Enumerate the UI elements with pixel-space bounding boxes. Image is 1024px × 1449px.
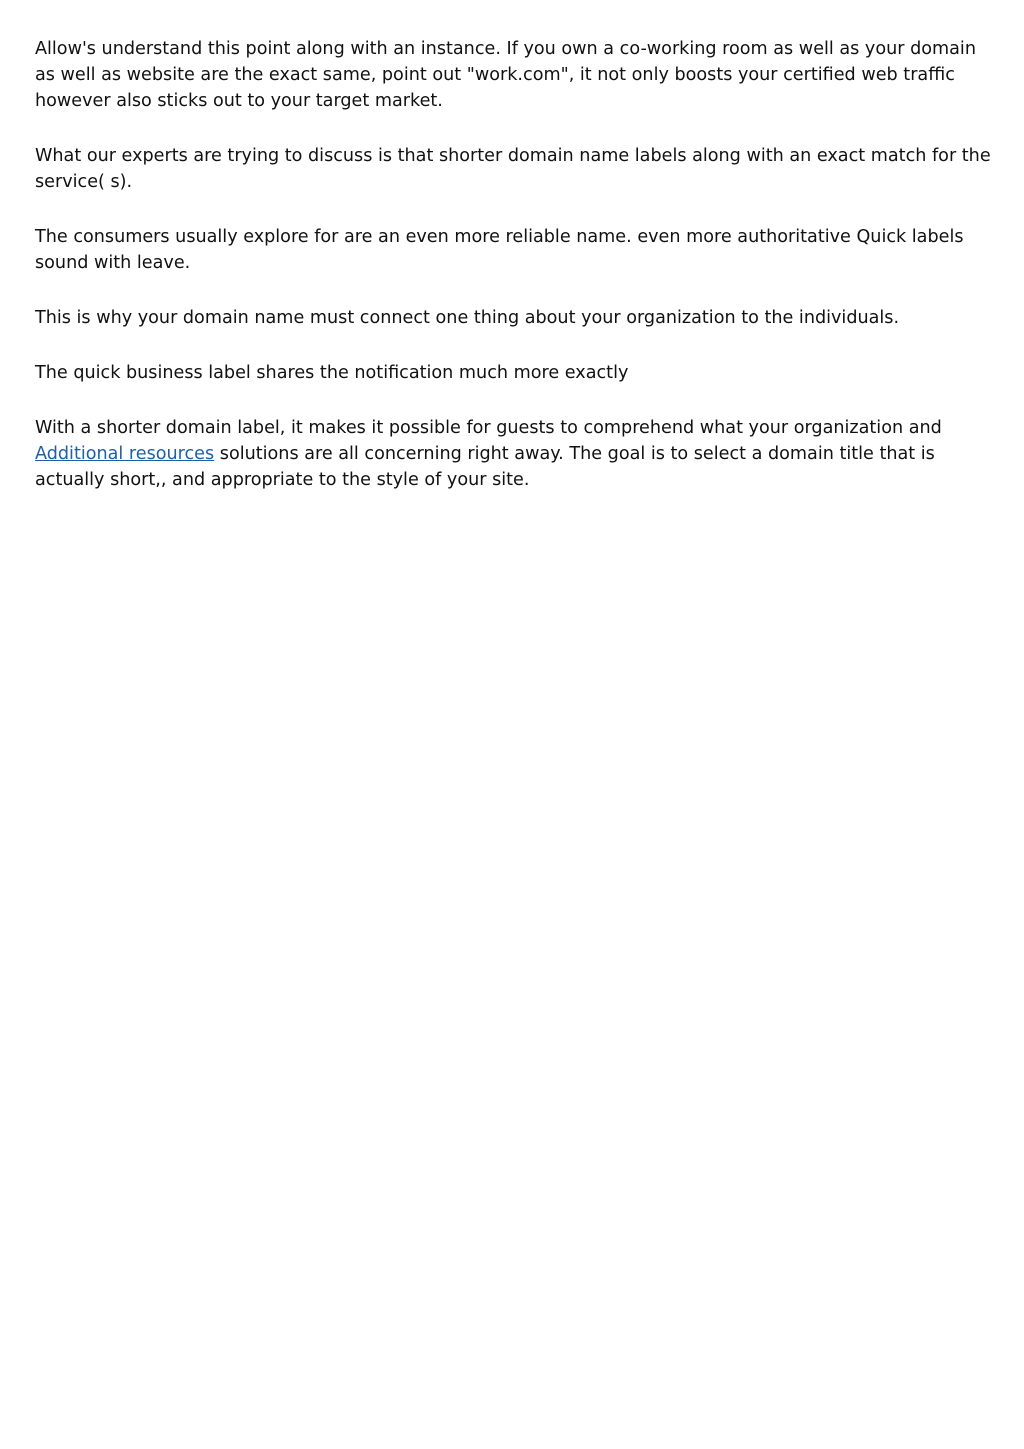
paragraph-6-text-before: With a shorter domain label, it makes it possible for guests to comprehend what your organization and xyxy=(35,418,942,438)
paragraph-5: The quick business label shares the notification much more exactly xyxy=(35,363,629,383)
paragraph-1: Allow's understand this point along with an instance. If you own a co-working room as well as your domain as well as website are the exact same, point out "work.com", it not only boosts your certified web traffic however also sticks out to your target market. xyxy=(35,39,976,111)
paragraph-3: The consumers usually explore for are an even more reliable name. even more authoritative Quick labels sound with leave. xyxy=(35,227,964,273)
additional-resources-link[interactable]: Additional resources xyxy=(35,444,215,464)
document-body xyxy=(35,36,991,522)
paragraph-6-text-after: solutions are all concerning right away. The goal is to select a domain title that is actually short,, and appropriate to the style of your site. xyxy=(35,444,935,490)
paragraph-2: What our experts are trying to discuss is that shorter domain name labels along with an exact match for the service( s). xyxy=(35,146,991,192)
paragraph-6 xyxy=(35,415,991,493)
paragraph-4: This is why your domain name must connect one thing about your organization to the individuals. xyxy=(35,308,900,328)
